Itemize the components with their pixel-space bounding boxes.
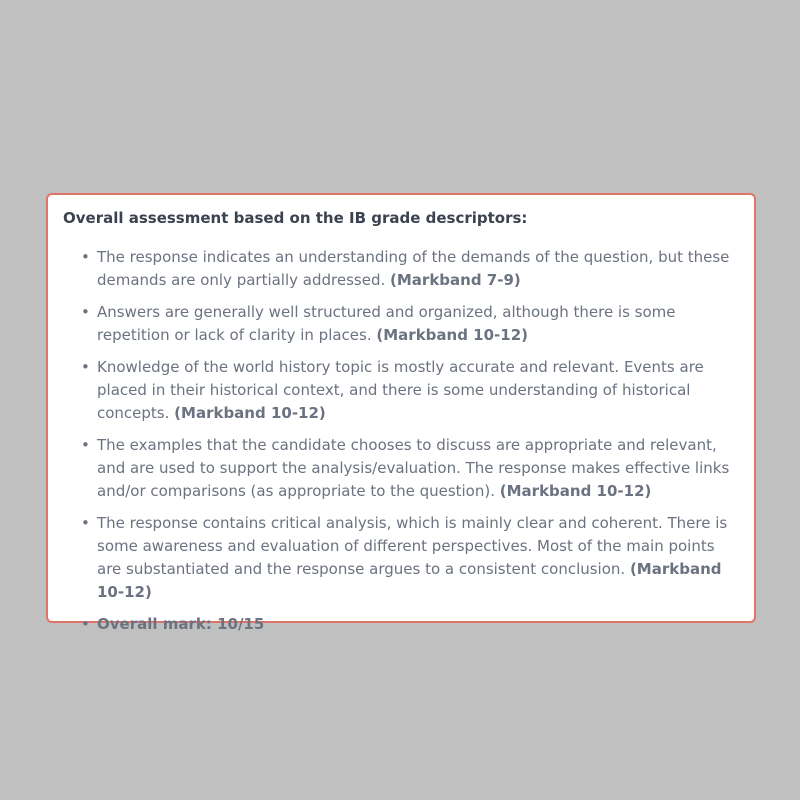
assessment-card [46,193,756,633]
markband-label: (Markband 10-12) [499,482,652,500]
assessment-heading: Overall assessment based on the IB grade descriptors: [63,209,528,227]
bullet-icon: • [81,248,90,266]
bullet-icon: • [81,436,90,454]
markband-label: (Markband 10-12) [376,326,528,344]
bullet-icon: • [81,303,90,321]
bullet-icon: • [81,514,90,532]
list-item [81,434,740,503]
bullet-icon: • [81,358,90,376]
item-text: Knowledge of the world history topic is mostly accurate and relevant. Events are placed in their historical context, and there is some understanding of historical concepts. [97,358,704,422]
list-item [81,301,740,347]
item-text: The response indicates an understanding of the demands of the question, but these demands are only partially addressed. [97,248,730,289]
list-item-overall-mark [81,613,740,636]
item-text: The examples that the candidate chooses to discuss are appropriate and relevant, and are used to support the analysis/evaluation. The response makes effective links and/or comparisons (as appropriate to the question). [97,436,730,500]
list-item [81,512,740,604]
assessment-list [63,246,740,636]
markband-label: (Markband 7-9) [390,271,521,289]
item-text: The response contains critical analysis, which is mainly clear and coherent. There is some awareness and evaluation of different perspectives. Most of the main points are substantiated and the response argues to a consistent conclusion. [97,514,728,578]
markband-label: (Markband 10-12) [174,404,326,422]
overall-mark: Overall mark: 10/15 [97,615,265,633]
item-text: Answers are generally well structured and organized, although there is some repetition or lack of clarity in places. [97,303,676,344]
markband-label: (Markband 10-12) [97,560,722,601]
list-item [81,246,740,292]
bullet-icon: • [81,615,90,633]
list-item [81,356,740,425]
